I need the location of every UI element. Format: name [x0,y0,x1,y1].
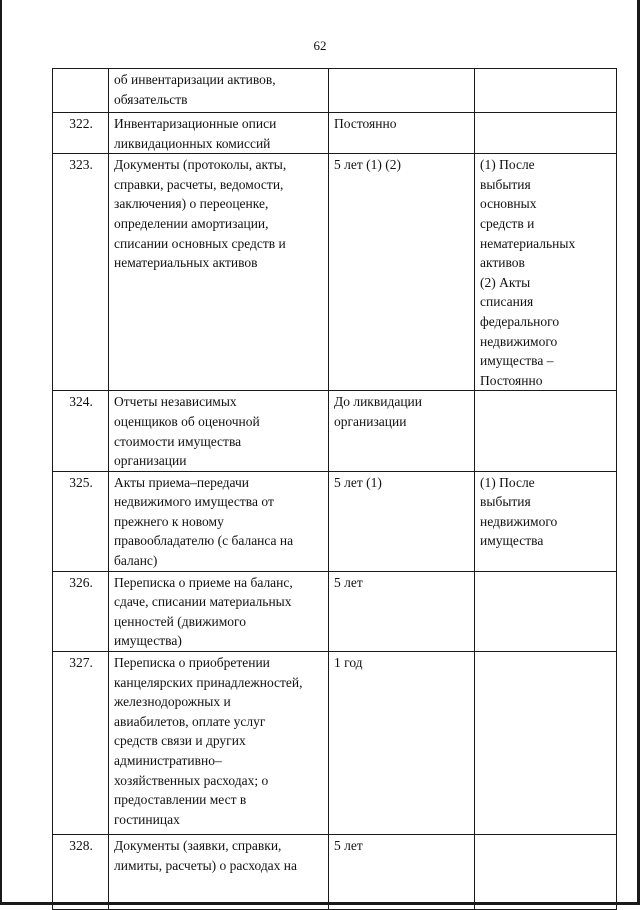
record-note-cell [475,154,617,391]
table-row [53,154,617,391]
title-line: имущества) [114,633,182,649]
note-line: имущества [480,533,544,549]
record-number: 324. [69,394,93,410]
title-line: средств связи и других [114,733,246,749]
record-note-cell [475,113,617,154]
title-line: стоимости имущества [114,433,242,449]
record-number: 325. [69,474,93,490]
title-line: ценностей (движимого [114,613,246,629]
note-line: списания [480,294,534,310]
note-line: (1) После [480,474,535,490]
title-line: Инвентаризационные описи [114,116,277,131]
title-line: административно– [114,753,222,768]
record-note-cell [475,391,617,471]
table-row [53,113,617,154]
title-line: нематериальных активов [114,255,258,271]
record-title-cell [109,471,329,571]
retention-term-cell [329,835,475,910]
note-line: активов [480,255,525,271]
title-line: Документы (заявки, справки, [114,838,282,854]
record-number-cell [53,113,109,154]
record-note-cell [475,69,617,113]
retention-term-cell [329,652,475,835]
record-note-cell [475,571,617,651]
page-number: 62 [313,38,327,53]
title-line: Акты приема–передачи [114,474,249,490]
note-line: (2) Акты [480,274,531,290]
note-line: Постоянно [480,372,543,388]
title-line: об инвентаризации активов, [114,72,276,87]
term-line: 5 лет [334,574,363,590]
term-line: До ликвидации [334,394,422,410]
table-row [53,652,617,835]
title-line: Переписка о приеме на баланс, [114,574,293,590]
record-title-cell [109,652,329,835]
title-line: хозяйственных расходах; о [114,772,269,788]
title-line: Документы (протоколы, акты, [114,157,287,173]
record-number-cell [53,154,109,391]
title-line: обязательств [114,91,188,107]
title-line: железнодорожных и [114,694,231,710]
record-number-cell [53,571,109,651]
scan-border-left [0,0,2,905]
record-number-cell [53,69,109,113]
title-line: лимиты, расчеты) о расходах на [114,857,298,873]
record-note-cell [475,652,617,835]
term-line: 5 лет (1) [334,474,382,490]
title-line: оценщиков об оценочной [114,413,260,429]
record-title-cell [109,113,329,154]
record-number: 327. [69,655,93,671]
retention-term-cell [329,471,475,571]
record-number: 328. [69,838,93,854]
record-title-cell [109,69,329,113]
title-line: баланс) [114,553,158,569]
title-line: недвижимого имущества от [114,494,274,510]
table-row [53,571,617,651]
record-title-cell [109,154,329,391]
title-line: ликвидационных комиссий [114,135,271,151]
note-line: (1) После [480,157,535,173]
record-title-cell [109,391,329,471]
retention-term-cell [329,154,475,391]
retention-term-cell [329,69,475,113]
record-number-cell [53,471,109,571]
retention-term-cell [329,113,475,154]
title-line: определении амортизации, [114,215,269,231]
note-line: выбытия [480,176,531,192]
record-number: 323. [69,157,93,173]
record-title-cell [109,571,329,651]
title-line: организации [114,453,187,469]
title-line: Переписка о приобретении [114,655,270,671]
term-line: организации [334,413,407,429]
table-row [53,69,617,113]
record-note-cell [475,471,617,571]
note-line: нематериальных [480,235,576,251]
title-line: заключения) о переоценке, [114,196,269,212]
note-line: имущества – [480,353,554,369]
term-line: 5 лет (1) (2) [334,157,401,173]
title-line: правообладателю (с баланса на [114,533,294,549]
title-line: прежнего к новому [114,513,224,529]
title-line: списании основных средств и [114,235,286,251]
table-row [53,835,617,910]
term-line: 1 год [334,655,363,671]
record-number: 322. [69,116,93,131]
retention-term-cell [329,391,475,471]
title-line: канцелярских принадлежностей, [114,674,303,690]
note-line: выбытия [480,494,531,510]
record-number-cell [53,391,109,471]
record-note-cell [475,835,617,910]
note-line: недвижимого [480,513,558,529]
title-line: справки, расчеты, ведомости, [114,176,284,192]
note-line: федерального [480,313,560,329]
note-line: недвижимого [480,333,558,349]
table-row [53,471,617,571]
record-title-cell [109,835,329,910]
note-line: основных [480,196,537,212]
table-row [53,391,617,471]
title-line: предоставлении мест в [114,792,247,808]
term-line: 5 лет [334,838,363,854]
record-number-cell [53,835,109,910]
title-line: сдаче, списании материальных [114,594,292,610]
records-table-body [53,69,617,910]
title-line: авиабилетов, оплате услуг [114,713,266,729]
retention-term-cell [329,571,475,651]
term-line: Постоянно [334,116,397,131]
note-line: средств и [480,215,535,231]
record-number-cell [53,652,109,835]
record-number: 326. [69,574,93,590]
records-table [52,68,617,910]
title-line: гостиницах [114,811,180,827]
title-line: Отчеты независимых [114,394,237,410]
